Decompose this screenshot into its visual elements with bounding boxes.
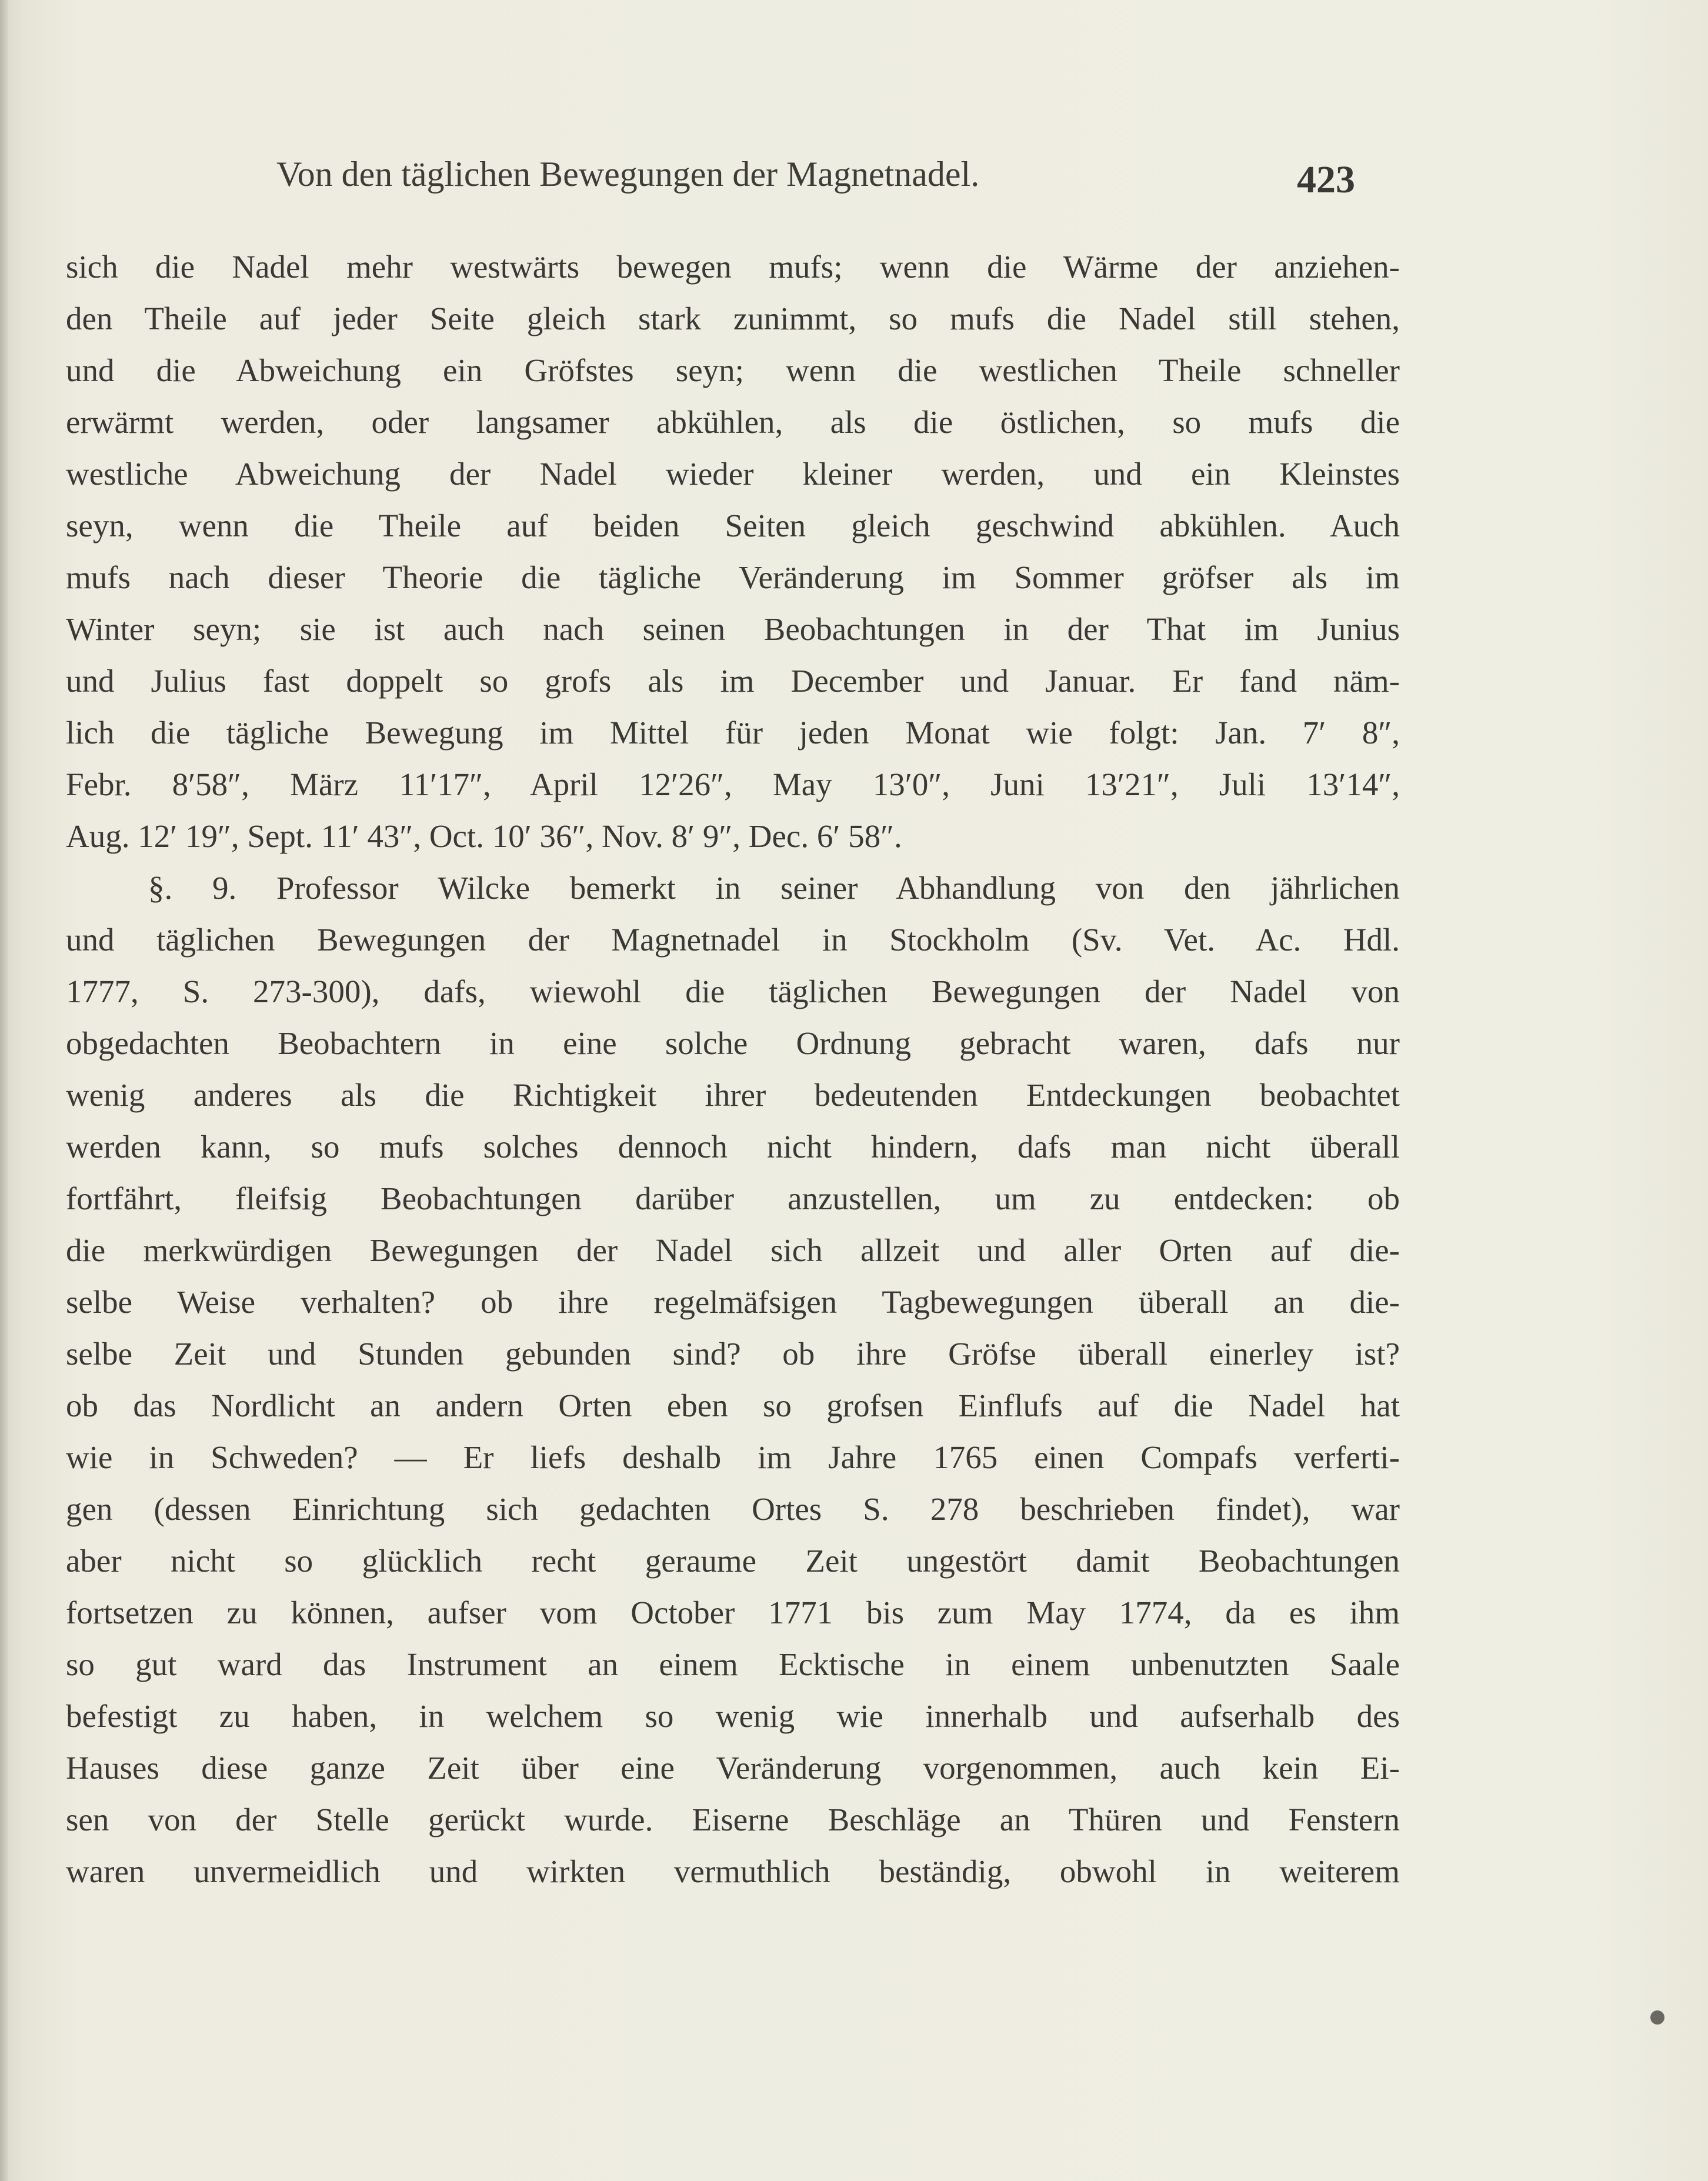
text-line: wie in Schweden? — Er liefs deshalb im Jahre 1765 einen Compafs verferti- (66, 1439, 1400, 1475)
text-line: §. 9. Professor Wilcke bemerkt in seiner Abhandlung von den jährlichen (148, 870, 1400, 906)
text-line: westliche Abweichung der Nadel wieder kleiner werden, und ein Kleinstes (66, 456, 1400, 492)
text-line: werden kann, so mufs solches dennoch nicht hindern, dafs man nicht überall (66, 1129, 1400, 1165)
text-line: 1777, S. 273-300), dafs, wiewohl die täglichen Bewegungen der Nadel von (66, 973, 1400, 1009)
page-number: 423 (1297, 158, 1355, 201)
text-line: ob das Nordlicht an andern Orten eben so grofsen Einflufs auf die Nadel hat (66, 1388, 1400, 1423)
text-line: aber nicht so glücklich recht geraume Zeit ungestört damit Beobachtungen (66, 1543, 1400, 1579)
text-line: fortsetzen zu können, aufser vom October 1771 bis zum May 1774, da es ihm (66, 1595, 1400, 1630)
text-line: erwärmt werden, oder langsamer abkühlen, als die östlichen, so mufs die (66, 404, 1400, 440)
text-line: gen (dessen Einrichtung sich gedachten Ortes S. 278 beschrieben findet), war (66, 1491, 1400, 1527)
text-line: selbe Zeit und Stunden gebunden sind? ob ihre Gröfse überall einerley ist? (66, 1336, 1400, 1372)
text-line: so gut ward das Instrument an einem Ecktische in einem unbenutzten Saale (66, 1646, 1400, 1682)
text-line: und Julius fast doppelt so grofs als im December und Januar. Er fand näm- (66, 663, 1400, 699)
text-line: Winter seyn; sie ist auch nach seinen Beobachtungen in der That im Junius (66, 611, 1400, 647)
text-line: Febr. 8′58″, März 11′17″, April 12′26″, May 13′0″, Juni 13′21″, Juli 13′14″, (66, 766, 1400, 802)
text-line: und täglichen Bewegungen der Magnetnadel in Stockholm (Sv. Vet. Ac. Hdl. (66, 922, 1400, 958)
text-line: sich die Nadel mehr westwärts bewegen mufs; wenn die Wärme der anziehen- (66, 249, 1400, 285)
running-head: Von den täglichen Bewegungen der Magnetnadel. (276, 155, 980, 194)
ink-speck (1650, 2010, 1664, 2025)
text-line: obgedachten Beobachtern in eine solche Ordnung gebracht waren, dafs nur (66, 1025, 1400, 1061)
text-line: seyn, wenn die Theile auf beiden Seiten gleich geschwind abkühlen. Auch (66, 508, 1400, 543)
text-line: Aug. 12′ 19″, Sept. 11′ 43″, Oct. 10′ 36″, Nov. 8′ 9″, Dec. 6′ 58″. (66, 818, 902, 854)
text-line: befestigt zu haben, in welchem so wenig wie innerhalb und aufserhalb des (66, 1698, 1400, 1734)
binding-edge (0, 0, 8, 2181)
text-line: Hauses diese ganze Zeit über eine Veränderung vorgenommen, auch kein Ei- (66, 1750, 1400, 1786)
text-line: lich die tägliche Bewegung im Mittel für jeden Monat wie folgt: Jan. 7′ 8″, (66, 715, 1400, 751)
body-text (66, 241, 1400, 1897)
text-line: fortfährt, fleifsig Beobachtungen darüber anzustellen, um zu entdecken: ob (66, 1180, 1400, 1216)
text-line: waren unvermeidlich und wirkten vermuthlich beständig, obwohl in weiterem (66, 1853, 1400, 1889)
text-line: mufs nach dieser Theorie die tägliche Veränderung im Sommer gröfser als im (66, 559, 1400, 595)
text-line: die merkwürdigen Bewegungen der Nadel sich allzeit und aller Orten auf die- (66, 1232, 1400, 1268)
text-line: den Theile auf jeder Seite gleich stark zunimmt, so mufs die Nadel still stehen, (66, 301, 1400, 336)
text-line: und die Abweichung ein Gröfstes seyn; wenn die westlichen Theile schneller (66, 352, 1400, 388)
text-line: wenig anderes als die Richtigkeit ihrer bedeutenden Entdeckungen beobachtet (66, 1077, 1400, 1113)
text-line: sen von der Stelle gerückt wurde. Eiserne Beschläge an Thüren und Fenstern (66, 1802, 1400, 1837)
text-line: selbe Weise verhalten? ob ihre regelmäfsigen Tagbewegungen überall an die- (66, 1284, 1400, 1320)
